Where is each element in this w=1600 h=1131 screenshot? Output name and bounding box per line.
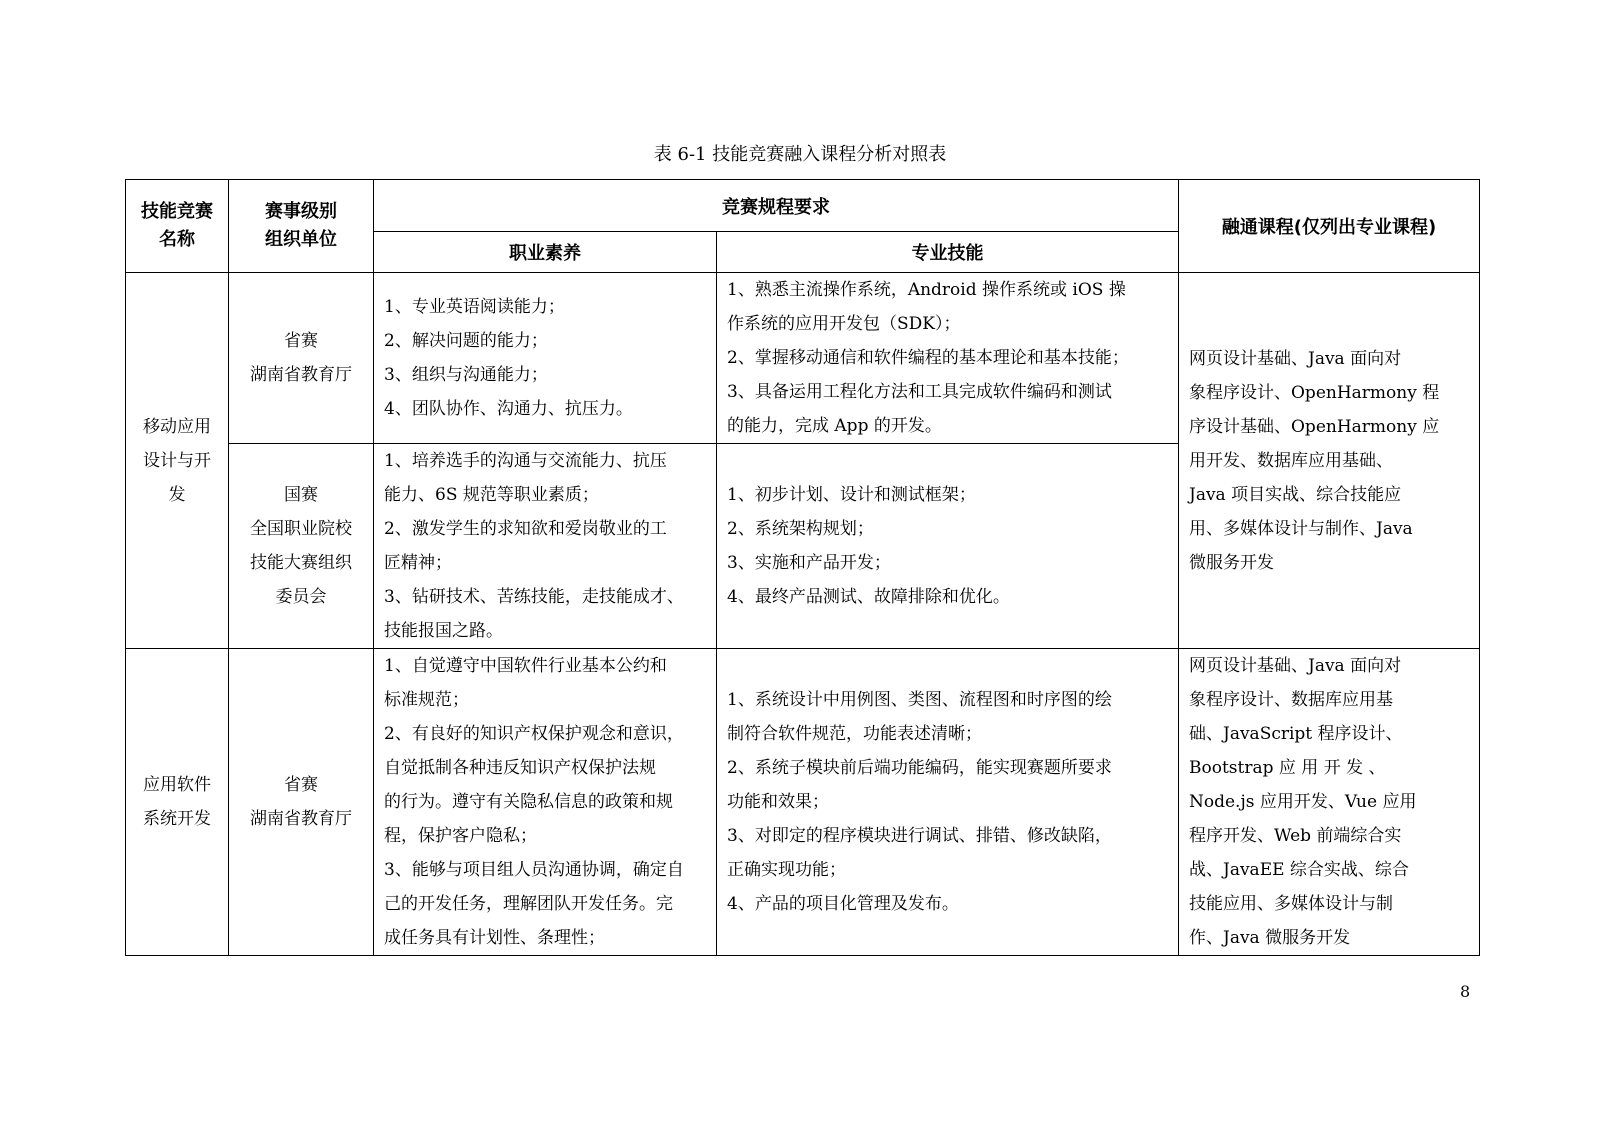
header-requirements: 竞赛规程要求: [374, 180, 1179, 232]
text-line: 匠精神；: [384, 553, 452, 573]
text-line: 成任务具有计划性、条理性；: [384, 928, 605, 948]
header-quality: 职业素养: [374, 232, 717, 273]
table-row: [126, 649, 1480, 956]
text-line: 础、JavaScript 程序设计、: [1189, 724, 1403, 744]
text-line: 委员会: [275, 587, 327, 607]
text-line: 程序开发、Web 前端综合实: [1189, 826, 1402, 846]
skill-cell: [717, 444, 1179, 649]
text-line: 1、熟悉主流操作系统，Android 操作系统或 iOS 操: [727, 280, 1126, 300]
text-line: 设计与开: [143, 450, 211, 471]
text-line: 国赛: [284, 485, 318, 505]
text-line: 1、专业英语阅读能力；: [384, 297, 565, 317]
text-line: 程，保护客户隐私；: [384, 826, 537, 846]
text-line: 用开发、数据库应用基础、: [1189, 450, 1393, 471]
courses-cell: [1179, 273, 1480, 649]
text-line: 1、系统设计中用例图、类图、流程图和时序图的绘: [727, 690, 1112, 710]
text-line: 网页设计基础、Java 面向对: [1189, 348, 1402, 369]
text-line: 3、组织与沟通能力；: [384, 365, 548, 385]
text-line: 序设计基础、OpenHarmony 应: [1189, 416, 1440, 437]
text-line: 3、钻研技术、苦练技能，走技能成才、: [384, 587, 684, 607]
competition-course-table: [125, 179, 1480, 956]
text-line: 的能力，完成 App 的开发。: [727, 416, 942, 436]
text-line: 湖南省教育厅: [250, 365, 352, 385]
text-line: 移动应用: [143, 416, 211, 437]
text-line: 网页设计基础、Java 面向对: [1189, 656, 1402, 676]
level-cell: [229, 444, 374, 649]
text-line: 1、培养选手的沟通与交流能力、抗压: [384, 451, 667, 471]
header-competition-name: [126, 180, 229, 273]
text-line: 2、掌握移动通信和软件编程的基本理论和基本技能；: [727, 348, 1129, 368]
level-cell: [229, 649, 374, 956]
text-line: 微服务开发: [1189, 552, 1274, 573]
table-row: [126, 273, 1480, 444]
text-line: 2、解决问题的能力；: [384, 331, 548, 351]
text-line: 2、激发学生的求知欲和爱岗敬业的工: [384, 519, 667, 539]
text-line: 己的开发任务，理解团队开发任务。完: [384, 894, 673, 914]
competition-name-cell: [126, 649, 229, 956]
table-caption: 表 6-1 技能竞赛融入课程分析对照表: [653, 144, 947, 165]
quality-cell: [374, 273, 717, 444]
text-line: 2、系统架构规划；: [727, 519, 874, 539]
text-line: 应用软件: [143, 775, 211, 795]
text-line: 3、对即定的程序模块进行调试、排错、修改缺陷，: [727, 826, 1112, 846]
text-line: 象程序设计、OpenHarmony 程: [1189, 382, 1440, 403]
text-line: 技能报国之路。: [384, 621, 503, 641]
page-number: 8: [1460, 982, 1471, 1001]
text-line: Bootstrap 应 用 开 发 、: [1189, 758, 1386, 778]
text-line: 湖南省教育厅: [250, 809, 352, 829]
text-line: 省赛: [284, 775, 318, 795]
text-line: 3、实施和产品开发；: [727, 553, 891, 573]
level-cell: [229, 273, 374, 444]
text-line: 2、有良好的知识产权保护观念和意识，: [384, 724, 684, 744]
skill-cell: [717, 273, 1179, 444]
text-line: 技能大赛组织: [250, 553, 352, 573]
text-line: 的行为。遵守有关隐私信息的政策和规: [384, 792, 673, 812]
header-skill: 专业技能: [717, 232, 1179, 273]
text-line: 4、团队协作、沟通力、抗压力。: [384, 399, 633, 419]
skill-cell: [717, 649, 1179, 956]
text-line: 作、Java 微服务开发: [1189, 928, 1351, 948]
text-line: 发: [168, 484, 186, 505]
header-name-line: 名称: [159, 229, 195, 250]
text-line: 制符合软件规范，功能表述清晰；: [727, 724, 982, 744]
text-line: 系统开发: [143, 809, 211, 829]
competition-name-cell: [126, 273, 229, 649]
text-line: 象程序设计、数据库应用基: [1189, 690, 1393, 710]
text-line: 4、产品的项目化管理及发布。: [727, 894, 959, 914]
header-level-organizer: [229, 180, 374, 273]
text-line: 1、初步计划、设计和测试框架；: [727, 485, 976, 505]
text-line: 全国职业院校: [250, 519, 352, 539]
text-line: 自觉抵制各种违反知识产权保护法规: [384, 758, 656, 778]
text-line: 用、多媒体设计与制作、Java: [1189, 518, 1413, 539]
quality-cell: [374, 444, 717, 649]
text-line: 省赛: [284, 331, 318, 351]
text-line: 3、能够与项目组人员沟通协调，确定自: [384, 860, 684, 880]
text-line: Java 项目实战、综合技能应: [1189, 484, 1402, 505]
text-line: 技能应用、多媒体设计与制: [1189, 894, 1393, 914]
text-line: Node.js 应用开发、Vue 应用: [1189, 792, 1417, 812]
header-name-line: 技能竞赛: [141, 201, 213, 222]
text-line: 战、JavaEE 综合实战、综合: [1189, 860, 1409, 880]
text-line: 作系统的应用开发包（SDK）；: [727, 314, 961, 334]
text-line: 标准规范；: [384, 690, 469, 710]
text-line: 4、最终产品测试、故障排除和优化。: [727, 587, 1010, 607]
text-line: 功能和效果；: [727, 792, 829, 812]
text-line: 能力、6S 规范等职业素质；: [384, 485, 599, 505]
header-courses: 融通课程(仅列出专业课程): [1179, 180, 1480, 273]
text-line: 1、自觉遵守中国软件行业基本公约和: [384, 656, 667, 676]
header-level-line: 赛事级别: [265, 201, 337, 222]
text-line: 3、具备运用工程化方法和工具完成软件编码和测试: [727, 382, 1112, 402]
courses-cell: [1179, 649, 1480, 956]
text-line: 2、系统子模块前后端功能编码，能实现赛题所要求: [727, 758, 1112, 778]
quality-cell: [374, 649, 717, 956]
text-line: 正确实现功能；: [727, 860, 846, 880]
header-level-line: 组织单位: [265, 229, 337, 250]
